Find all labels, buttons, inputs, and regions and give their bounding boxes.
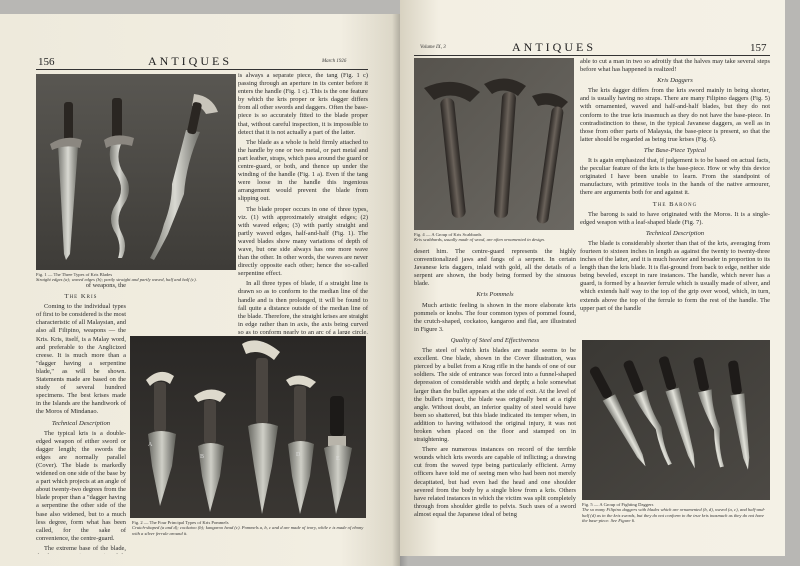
fig4-subcaption: Kris scabbards, usually made of wood, are often ornamented in design. [414, 237, 545, 243]
basepiece-heading: The Base-Piece Typical [643, 146, 707, 154]
svg-text:A: A [148, 442, 153, 448]
page-header: ANTIQUES [148, 54, 232, 68]
fig5-subcaption: The so many Filipino daggers with blades which are ornamented (b, d), waved (a, c), and half-and-half (d) as in the kris swords, but they do not conform to the true kris inasmuch as they do not have the base-piece. See Figure 6. [582, 507, 766, 524]
tech-heading: Technical Description [51, 419, 111, 427]
paragraph: Much artistic feeling is shown in the more elaborate kris pommels or knobs. The four common types of pommel found, the crutch-shaped, cockatoo, kangaroo and flat, are illustrated in Figure 3. [414, 301, 576, 333]
fig5-photo [582, 340, 770, 500]
svg-text:E: E [336, 456, 340, 462]
fig1-caption: Fig. 1 — The Three Types of Kris Blades [36, 272, 113, 277]
paragraph: The steel of which kris blades are made seems to be excellent. One blade, shown in the Cover illustration, was pierced by a bullet from a Krag rifle in the hands of one of our soldiers. The side of entrance was forced into a funnel-shaped depression of considerable width and depth; a hole somewhat larger than the bullet appears at the side of exit. At the level of the bullet's impact, the blade was originally bent at a right angle. Without doubt, an inferior quality of steel would have been so shattered, but this blade indicated its temper when, in addition to having withstood the original injury, it was not broken when placed on the floor and stamped on in straightening. [414, 347, 576, 444]
fig2-photo [130, 336, 366, 518]
page-number: 157 [750, 42, 767, 54]
fig1-subcaption: Straight edges (a); waved edges (b); partly straight and partly waved, half and half (c). [36, 277, 197, 283]
fig5-caption: Fig. 5 — A Group of Fighting Daggers [582, 502, 654, 507]
pommels-heading: Kris Pommels [476, 291, 514, 299]
svg-text:B: B [200, 454, 205, 460]
volume-line: Volume IX, 3 [420, 45, 446, 50]
right-page [400, 0, 785, 556]
svg-text:D: D [296, 452, 301, 458]
paragraph: desert him. The centre-guard represents the highly conventionalized jaws and fangs of a serpent. In certain Javanese kris daggers, inlaid with gold, all the details of a serpent are shown, the body being formed by the sinuous blade. [414, 248, 576, 288]
left-col-kris-text [36, 282, 126, 554]
fig2-subcaption: Crutch-shaped (a and d); cockatoo (b); kangaroo head (c). Pommels a, b, c and d are made of ivory, while e is made of ebony with a silver ferrule around it. [132, 525, 364, 536]
barong-heading: The Barong [652, 200, 698, 208]
fig4-photo [414, 58, 574, 230]
paragraph: The blade proper occurs in one of three types, viz. (1) with approximately straight edges; (2) with waved edges; (3) with partly straight and partly waved edges, half-and-half (Fig. 1). The waved blades show many variations of depth of wave, but one side always has one more wave than the other. In other words, the waves are never directly opposite each other; hence the so-called serpentine effect. [238, 205, 368, 278]
svg-text:C: C [260, 342, 265, 348]
left-col-right-text [238, 72, 368, 334]
right-col-text [580, 58, 770, 336]
kris-heading: The Kris [64, 293, 98, 301]
paragraph: It is again emphasized that, if judgement is to be based on actual facts, the peculiar feature of the kris is the base-piece. How or why this device originated I have been unable to learn. From the standpoint of manufacture, with primitive tools in the hands of the native armourer, there are arguments both for and against it. [580, 157, 770, 197]
paragraph: The kris dagger differs from the kris sword mainly in being shorter, and is usually having no straps. There are many Filipino daggers (Fig. 5) with ornamented, waved and half-and-half blades, but they do not conform to the true kris inasmuch as they do not have the base-piece. In contradistinction to these, in the typical Javanese daggers, as well as in those from other parts of Malaysia, the base-piece is present, so that the latter should be regarded as being true krises (Fig. 6). [580, 87, 770, 143]
fig4-caption: Fig. 4 — A Group of Kris Scabbards [414, 232, 482, 237]
paragraph: The blade is considerably shorter than that of the kris, averaging from fourteen to sixteen inches in length as against the twenty to twenty-three inches of the latter, and it is much heavier and broader in proportion to its length than the kris blade. It is flat-ground from back to edge, neither side being beveled, except in rare instances. The handle, which never has a guard, is formed by a heavier ferrule which is usually made of silver, and which extends half way to the top of the grip over wood, which, in turn, extends above the top of the ferrule to form the rest of the handle. The upper part of the handle [580, 239, 770, 312]
header-rule [36, 69, 368, 70]
paragraph: There are numerous instances on record of the terrible wounds which kris swords are capable of inflicting; a drawing cut from the waved type being particularly efficient. Army officers have told me of seeing men who had been not merely decapitated, but had even had the head and one shoulder severed from the body by a single blow from a kris. Others have related instances in which the victim was split completely through from shoulder girdle to pelvis. Such uses of a sword almost equal the Japanese ideal of being [414, 446, 576, 518]
paragraph: The blade as a whole is held firmly attached to the handle by one or two metal, or part metal and part leather, straps, which pass around the guard or centre-guard, or both, and thence up under the winding of the handle (Fig. 1 a). Even if the tang were loose in the handle this ingenious arrangement would prevent the blade from slipping out. [238, 138, 368, 203]
tech-heading-right: Technical Description [645, 229, 705, 237]
paragraph: In all three types of blade, if a straight line is drawn so as to conform to the median line of the handle and is then prolonged, it will be found to fall quite a distance outside of the median line of the blade. Therefore, the straight krises are straight in edge rather than in axis, the axis being curved so as to conform nearly to an arc of a large circle. [238, 280, 368, 334]
paragraph: Coming to the individual types of first to be considered is the most characteristic of all Malaysian, and also all Filipino, weapons — the Kris. Kris, itself, is a Malay word, and preferable to the Anglicized creese. It is much more than a "dagger having a serpentine blade," as will be shown. Statements made are based on the study of several hundred specimens. The best krises made in the Islands are the handiwork of the Moros of Mindanao. [36, 303, 126, 416]
page-header: ANTIQUES [512, 40, 596, 54]
kris-intro: of weapons, the [85, 282, 126, 289]
paragraph: able to cut a man in two so adroitly that the halves may take several steps before what has happened is realized! [580, 58, 770, 74]
quality-heading: Quality of Steel and Effectiveness [450, 336, 540, 344]
volume-line: March 1926 [322, 59, 347, 64]
left-page [0, 14, 400, 566]
paragraph: The typical kris is a double-edged weapon of either sword or dagger length; the swords the edges are normally parallel (Cover). The blade is markedly widened on one side of the base by a part which projects at an angle of about twenty-two degrees from the blade proper than a "dagger having a serpentine the other side of the base also widened, but to a much less degree, form what has been called, for the sake of convenience, the centre-guard. [36, 429, 126, 542]
fig1-photo [36, 74, 236, 270]
page-number: 156 [38, 56, 55, 68]
paragraph: The barong is said to have originated with the Moros. It is a single-edged weapon with a leaf-shaped blade (Fig. 7). [580, 210, 770, 226]
fig2-caption: Fig. 2 — The Four Principal Types of Kris Pommels [132, 520, 229, 525]
header-rule [414, 55, 770, 56]
left-col-text [414, 248, 576, 548]
paragraph: is always a separate piece, the tang (Fig. 1 c) passing through an aperture in its center before it enters the handle (Fig. 1 c). This is the one feature by which the kris proper or kris dagger differs from all other swords and daggers. Often the base-piece is so accurately fitted to the blade proper that, without careful inspection, it is impossible to detect that it is not actually a part of the latter. [238, 72, 368, 136]
daggers-heading: Kris Daggers [657, 77, 693, 85]
paragraph: The extreme base of the blade, [44, 544, 126, 552]
